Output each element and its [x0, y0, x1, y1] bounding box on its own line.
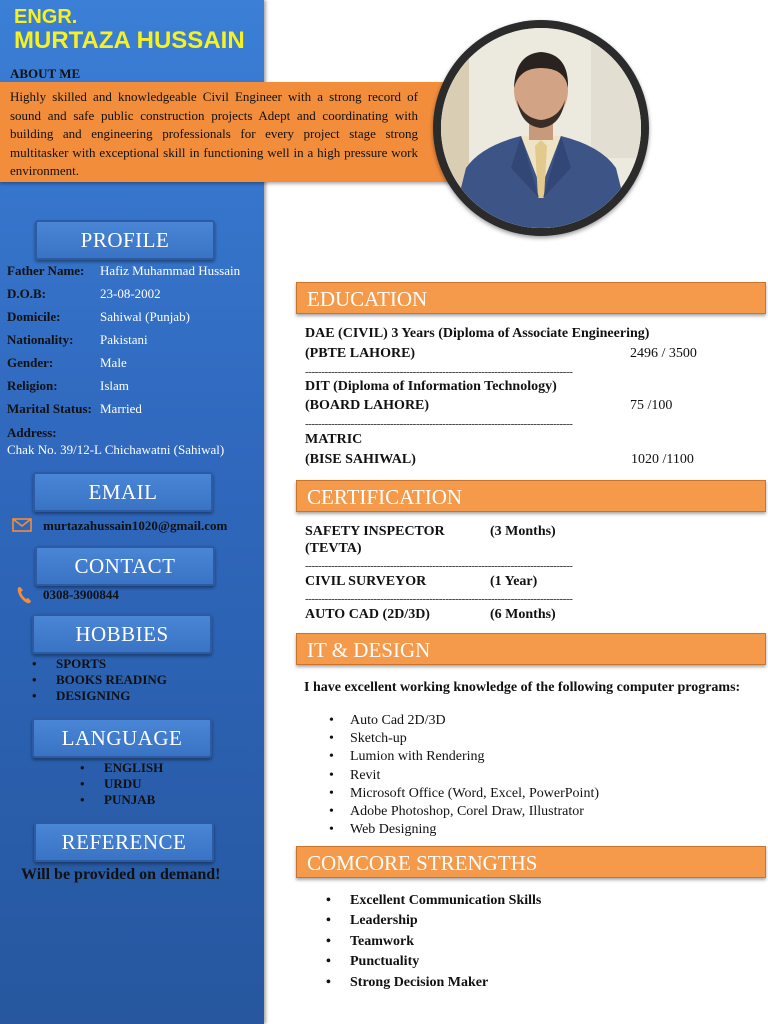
hobbies-heading: HOBBIES [32, 614, 212, 654]
list-item: • Excellent Communication Skills [326, 891, 541, 911]
profile-key: D.O.B: [7, 286, 46, 301]
about-heading: ABOUT ME [10, 66, 81, 81]
list-item: • Adobe Photoshop, Corel Draw, Illustrator [329, 803, 599, 821]
education-marks: 2496 / 3500 [630, 346, 697, 361]
certification-duration: (6 Months) [490, 607, 556, 622]
profile-value: Sahiwal (Punjab) [100, 309, 190, 324]
certification-name: AUTO CAD (2D/3D) [305, 607, 430, 622]
list-item: • Punctuality [326, 952, 541, 972]
list-item: • Auto Cad 2D/3D [329, 712, 599, 730]
profile-key: Gender: [7, 355, 54, 370]
education-title: MATRIC [305, 432, 363, 447]
strengths-list [326, 891, 541, 993]
profile-value: Islam [100, 378, 129, 393]
list-item: • Teamwork [326, 932, 541, 952]
full-name: MURTAZA HUSSAIN [14, 27, 245, 54]
list-item: • DESIGNING [32, 688, 167, 704]
language-heading: LANGUAGE [32, 718, 212, 758]
about-text: Highly skilled and knowledgeable Civil Engineer with a strong record of sound and safe public construction projects Adept and coordinating with building and engineering professionals for every project stage strong multitasker with exceptional skill in functioning well in a high pressure work environment. [10, 89, 418, 178]
profile-value: Hafiz Muhammad Hussain [100, 263, 241, 278]
list-item: • Web Designing [329, 821, 599, 839]
person-portrait-icon [441, 28, 641, 228]
education-board: (BOARD LAHORE) [305, 398, 430, 413]
profile-photo-frame [433, 20, 649, 236]
education-board: (BISE SAHIWAL) [305, 452, 416, 467]
education-marks: 1020 /1100 [631, 452, 694, 467]
hobbies-list [32, 656, 167, 704]
profile-heading: PROFILE [35, 220, 215, 260]
it-design-intro: I have excellent working knowledge of the following computer programs: [304, 680, 741, 695]
profile-photo [441, 28, 641, 228]
language-list [80, 760, 163, 808]
separator: ---------------------------------------------------------------------------------- [305, 560, 573, 572]
education-marks: 75 /100 [630, 398, 673, 413]
contact-value[interactable]: 0308-3900844 [43, 587, 119, 602]
profile-value: Male [100, 355, 127, 370]
list-item: • BOOKS READING [32, 672, 167, 688]
it-design-heading: IT & DESIGN [296, 633, 766, 665]
list-item: • Sketch-up [329, 730, 599, 748]
list-item: • Strong Decision Maker [326, 973, 541, 993]
list-item: • ENGLISH [80, 760, 163, 776]
address-value: Chak No. 39/12-L Chichawatni (Sahiwal) [7, 442, 225, 457]
contact-heading: CONTACT [35, 546, 215, 586]
email-heading: EMAIL [33, 472, 213, 512]
profile-value: 23-08-2002 [100, 286, 161, 301]
profile-key: Domicile: [7, 309, 61, 324]
name-prefix: ENGR. [14, 6, 78, 28]
profile-value: Married [100, 401, 142, 416]
list-item: • SPORTS [32, 656, 167, 672]
list-item: • PUNJAB [80, 792, 163, 808]
education-board: (PBTE LAHORE) [305, 346, 416, 361]
software-list [329, 712, 599, 839]
list-item: • Leadership [326, 911, 541, 931]
address-label: Address: [7, 425, 57, 440]
envelope-icon [12, 518, 32, 537]
profile-key: Nationality: [7, 332, 74, 347]
certification-duration: (3 Months) [490, 524, 556, 539]
list-item: • Revit [329, 767, 599, 785]
reference-text: Will be provided on demand! [21, 866, 221, 883]
certification-name: SAFETY INSPECTOR [305, 524, 445, 539]
list-item: • Lumion with Rendering [329, 748, 599, 766]
education-title: DIT (Diploma of Information Technology) [305, 379, 557, 394]
separator: ---------------------------------------------------------------------------------- [305, 418, 573, 430]
list-item: • Microsoft Office (Word, Excel, PowerPoint) [329, 785, 599, 803]
certification-sub: (TEVTA) [305, 541, 362, 556]
phone-icon [16, 585, 32, 610]
email-value[interactable]: murtazahussain1020@gmail.com [43, 518, 228, 533]
certification-heading: CERTIFICATION [296, 480, 766, 512]
certification-duration: (1 Year) [490, 574, 538, 589]
profile-key: Father Name: [7, 263, 85, 278]
list-item: • URDU [80, 776, 163, 792]
certification-name: CIVIL SURVEYOR [305, 574, 427, 589]
profile-key: Religion: [7, 378, 58, 393]
education-title: DAE (CIVIL) 3 Years (Diploma of Associate Engineering) [305, 326, 650, 341]
profile-key: Marital Status: [7, 401, 92, 416]
separator: ---------------------------------------------------------------------------------- [305, 593, 573, 605]
reference-heading: REFERENCE [34, 822, 214, 862]
profile-value: Pakistani [100, 332, 148, 347]
separator: ---------------------------------------------------------------------------------- [305, 366, 573, 378]
strengths-heading: COMCORE STRENGTHS [296, 846, 766, 878]
education-heading: EDUCATION [296, 282, 766, 314]
